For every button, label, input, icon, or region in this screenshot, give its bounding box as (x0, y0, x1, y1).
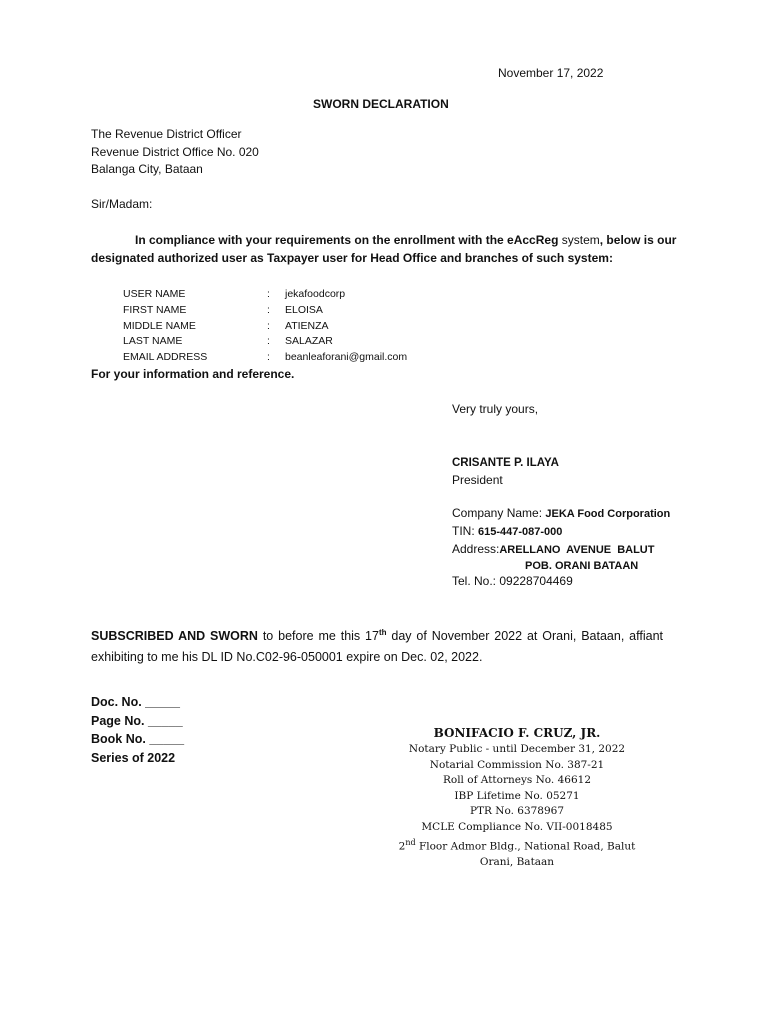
field-value: beanleaforani@gmail.com (285, 351, 408, 364)
tel-label: Tel. No.: (452, 574, 500, 588)
book-no: Book No. _____ (91, 732, 185, 746)
notary-name: BONIFACIO F. CRUZ, JR. (433, 726, 601, 740)
subscribed-text: day of November 2022 at Orani, Bataan, affiant exhibiting to me his DL ID No.C02-96-050001 expire on Dec. 02, 2022. (91, 629, 664, 665)
field-value: ATIENZA (285, 319, 329, 332)
floor-number: 2 (398, 840, 406, 853)
notary-address-line (398, 835, 636, 855)
subscribed-text: to before me this 17 (257, 629, 379, 644)
user-field-row (123, 303, 407, 319)
field-value: SALAZAR (285, 335, 333, 348)
addressee-block (91, 126, 259, 179)
notary-line: PTR No. 6378967 (469, 805, 565, 817)
notary-line: Notary Public - until December 31, 2022 (408, 743, 626, 755)
field-value: jekafoodcorp (285, 288, 346, 300)
tin-value: 615-447-087-000 (478, 526, 563, 538)
address-row (452, 541, 670, 559)
closing-line: Very truly yours, (452, 402, 539, 416)
doc-no: Doc. No. _____ (91, 695, 180, 709)
floor-address: Floor Admor Bldg., National Road, Balut (415, 840, 636, 853)
address-label: Address: (452, 542, 500, 556)
company-name-value: JEKA Food Corporation (545, 508, 671, 520)
user-field-row (123, 350, 407, 366)
signer-name: CRISANTE P. ILAYA (452, 457, 559, 469)
field-colon: : (267, 335, 270, 348)
field-label: EMAIL ADDRESS (123, 351, 208, 364)
address-line1: ARELLANO AVENUE BALUT (499, 544, 655, 556)
user-field-row (123, 334, 407, 350)
subscribed-bold: SUBSCRIBED AND SWORN (91, 629, 258, 644)
paragraph-text: system (561, 233, 600, 247)
field-colon: : (267, 351, 270, 364)
letter-date: November 17, 2022 (498, 66, 604, 80)
field-label: MIDDLE NAME (123, 319, 196, 332)
field-label: LAST NAME (123, 335, 183, 348)
notary-line: IBP Lifetime No. 05271 (454, 789, 580, 802)
tel-value: 09228704469 (499, 574, 573, 588)
document-title: SWORN DECLARATION (313, 97, 449, 111)
addressee-line: Revenue District Office No. 020 (91, 144, 259, 159)
paragraph-text: designated authorized user as Taxpayer user for Head Office and branches of such system: (91, 251, 613, 265)
paragraph-text: , below is our (599, 233, 677, 247)
address-line2: POB. ORANI BATAAN (525, 560, 639, 572)
field-label: USER NAME (123, 288, 186, 300)
addressee-line: Balanga City, Bataan (91, 162, 203, 176)
tin-row (452, 523, 670, 541)
notary-line: Roll of Attorneys No. 46612 (442, 774, 592, 786)
salutation: Sir/Madam: (91, 197, 153, 211)
notary-city: Orani, Bataan (479, 856, 555, 868)
tin-label: TIN: (452, 524, 478, 538)
notary-block (398, 725, 636, 871)
signer-block (452, 455, 559, 489)
field-label: FIRST NAME (123, 303, 187, 316)
field-colon: : (267, 319, 270, 332)
floor-ordinal: nd (405, 838, 416, 847)
notary-line: MCLE Compliance No. VII-0018485 (421, 820, 613, 833)
tel-row (452, 573, 670, 590)
field-colon: : (267, 288, 270, 300)
signer-position: President (452, 473, 503, 487)
field-value: ELOISA (285, 303, 323, 316)
page-no: Page No. _____ (91, 713, 183, 728)
user-fields-list (123, 287, 407, 366)
ordinal-suffix: th (378, 628, 387, 637)
user-field-row (123, 287, 407, 303)
paragraph-text: In compliance with your requirements on the enrollment with the eAccReg (135, 233, 562, 247)
subscribed-paragraph (91, 622, 663, 668)
series: Series of 2022 (91, 750, 176, 765)
addressee-line: The Revenue District Officer (91, 127, 242, 141)
info-line: For your information and reference. (91, 367, 295, 381)
company-name-label: Company Name: (452, 506, 546, 520)
notary-line: Notarial Commission No. 387-21 (429, 758, 605, 771)
user-field-row (123, 319, 407, 335)
company-name-row (452, 505, 670, 523)
body-paragraph (91, 231, 676, 267)
notarial-register-block (91, 693, 184, 767)
field-colon: : (267, 303, 270, 316)
company-block (452, 505, 670, 590)
